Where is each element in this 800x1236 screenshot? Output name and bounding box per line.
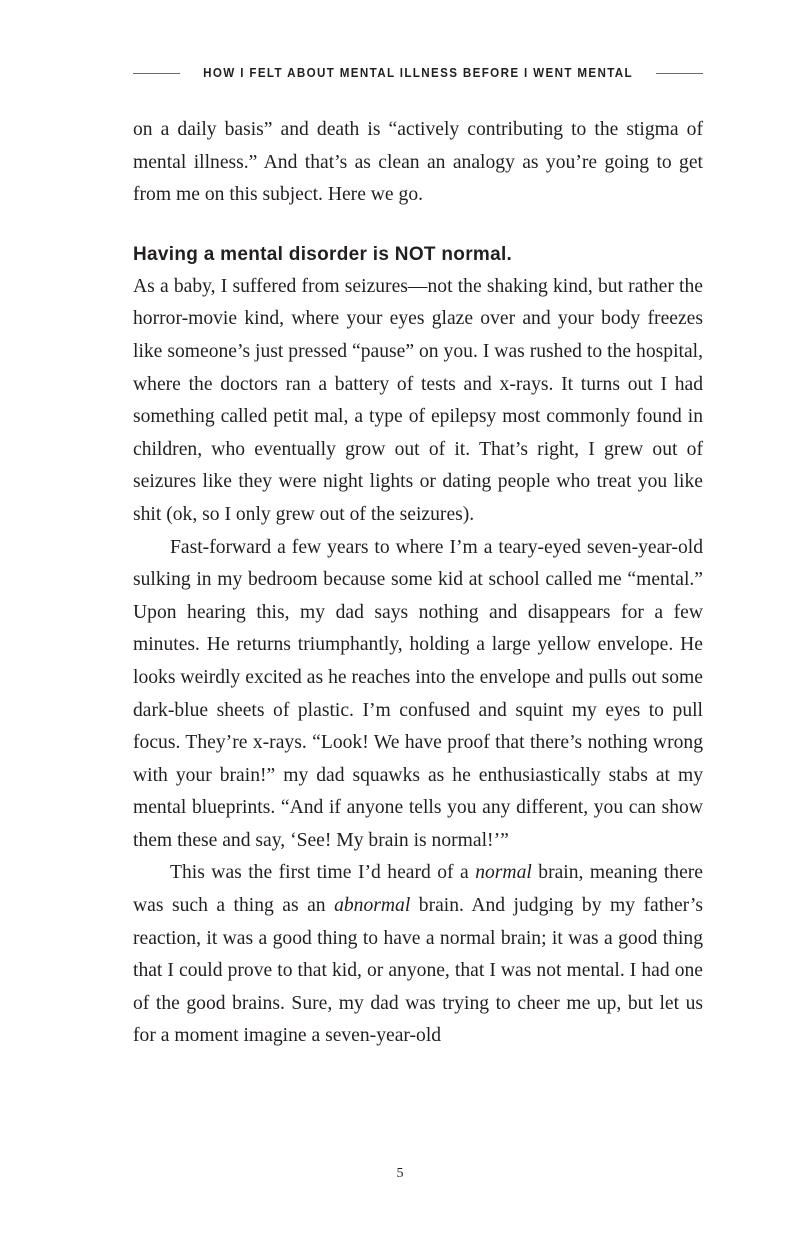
body-text	[133, 114, 703, 1053]
running-header	[133, 63, 703, 83]
paragraph-x-rays: Fast-forward a few years to where I’m a teary-eyed seven-year-old sulking in my bedroom because some kid at school called me “mental.” Upon hearing this, my dad says nothing and disappears for a few minutes. He returns triumphantly, holding a large yellow envelope. He looks weirdly excited as he reaches into the envelope and pulls out some dark-blue sheets of plastic. I’m confused and squint my eyes to pull focus. They’re x-rays. “Look! We have proof that there’s nothing wrong with your brain!” my dad squawks as he enthusiastically stabs at my mental blueprints. “And if anyone tells you any different, you can show them these and say, ‘See! My brain is normal!’”	[133, 536, 703, 851]
header-rule-left	[133, 73, 180, 74]
italic-normal: normal	[475, 862, 532, 884]
italic-abnormal: abnormal	[334, 895, 411, 917]
section-heading: Having a mental disorder is NOT normal.	[133, 243, 513, 265]
page-number: 5	[396, 1166, 404, 1181]
paragraph-normal-brain	[133, 857, 703, 1053]
paragraph-normal-brain-text-2: brain, meaning there was such a thing as an	[133, 862, 704, 917]
paragraph-normal-brain-text-1: This was the first time I’d heard of a	[170, 862, 476, 884]
header-rule-right	[656, 73, 703, 74]
opening-paragraph: on a daily basis” and death is “actively contributing to the stigma of mental illness.” And that’s as clean an analogy as you’re going to get from me on this subject. Here we go.	[133, 119, 703, 206]
running-header-title: HOW I FELT ABOUT MENTAL ILLNESS BEFORE I WENT MENTAL	[203, 66, 633, 80]
paragraph-normal-brain-text-3: brain. And judging by my father’s reaction, it was a good thing to have a normal brain; it was a good thing that I could prove to that kid, or anyone, that I was not mental. I had one of the good brains. Sure, my dad was trying to cheer me up, but let us for a moment imagine a seven-year-old	[133, 895, 703, 1047]
paragraph-seizures: As a baby, I suffered from seizures—not the shaking kind, but rather the horror-movie kind, where your eyes glaze over and your body freezes like someone’s just pressed “pause” on you. I was rushed to the hospital, where the doctors ran a battery of tests and x-rays. It turns out I had something called petit mal, a type of epilepsy most commonly found in children, who eventually grow out of it. That’s right, I grew out of seizures like they were night lights or dating people who treat you like shit (ok, so I only grew out of the seizures).	[133, 275, 703, 525]
